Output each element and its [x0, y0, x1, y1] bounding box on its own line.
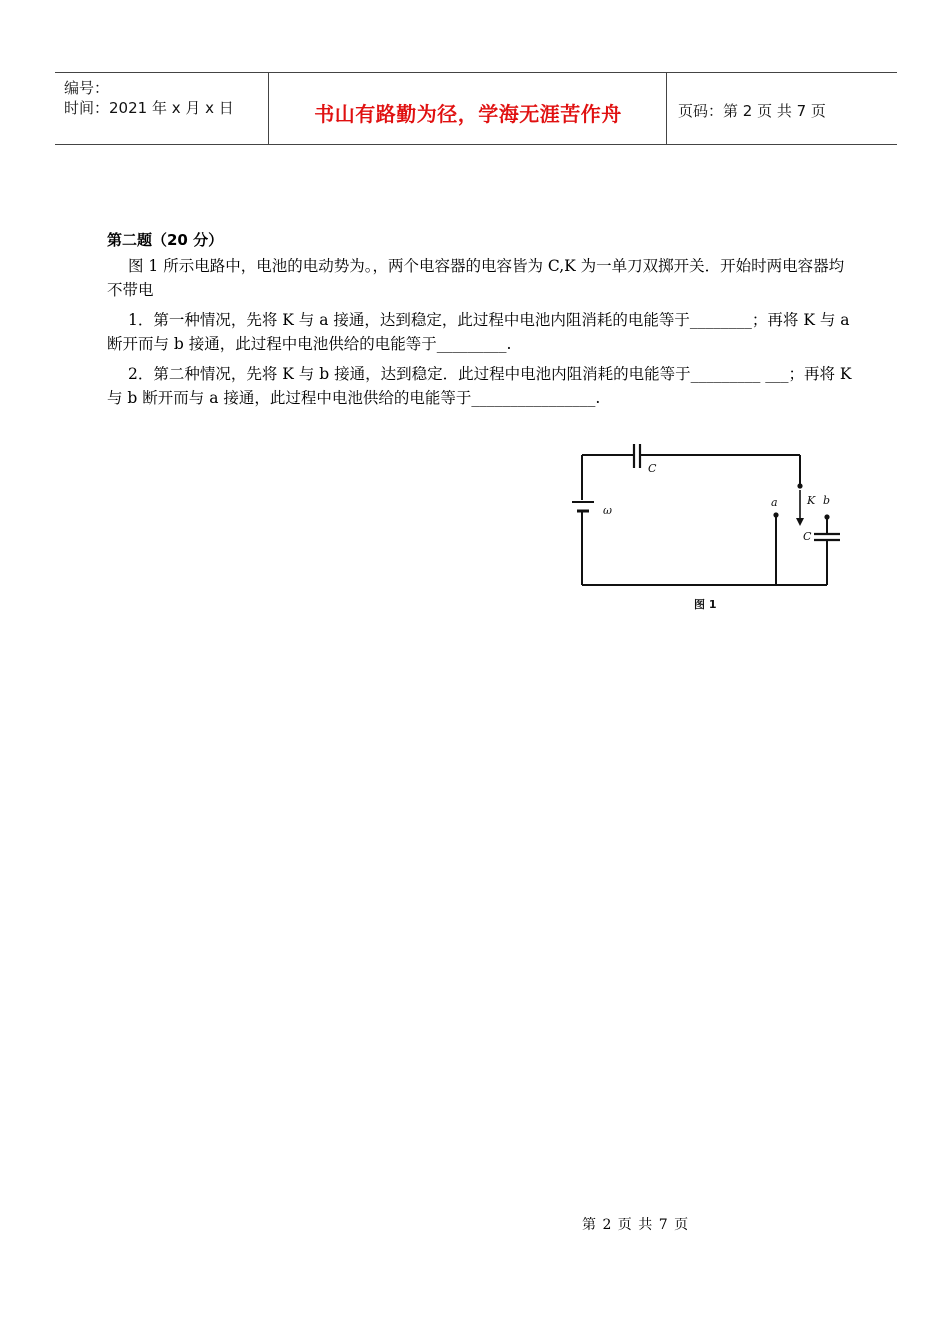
switch-pivot-dot [797, 483, 802, 488]
header-divider-2 [666, 72, 667, 145]
label-c-right: C [803, 530, 812, 543]
contact-a-dot [773, 512, 778, 517]
label-a: a [771, 496, 778, 509]
time-label: 时间：2021 年 x 月 x 日 [64, 99, 234, 117]
question-item-1: 1．第一种情况，先将 K 与 a 接通，达到稳定，此过程中电池内阻消耗的电能等于________；再将 K 与 a 断开而与 b 接通，此过程中电池供给的电能等于_________. [107, 311, 850, 353]
label-c-top: C [648, 462, 657, 475]
label-k: K [807, 494, 816, 507]
header-divider-1 [268, 72, 269, 145]
figure-caption: 图 1 [694, 598, 717, 611]
header-bottom-rule [55, 144, 897, 145]
header-top-rule [55, 72, 897, 73]
contact-b-dot [824, 514, 829, 519]
circuit-diagram [560, 440, 850, 620]
switch-arrowhead [796, 518, 804, 526]
serial-label: 编号： [64, 79, 110, 97]
header-meta [64, 78, 234, 118]
label-b: b [823, 494, 831, 507]
header-page-info: 页码：第 2 页 共 7 页 [678, 102, 826, 120]
header-motto: 书山有路勤为径，学海无涯苦作舟 [314, 102, 622, 126]
circuit-figure [560, 440, 850, 620]
question-intro: 图 1 所示电路中，电池的电动势为。，两个电容器的电容皆为 C,K 为一单刀双掷开关．开始时两电容器均不带电 [107, 257, 845, 299]
question-title: 第二题（20 分） [107, 231, 224, 249]
question-item-2: 2．第二种情况，先将 K 与 b 接通，达到稳定．此过程中电池内阻消耗的电能等于_________ ___；再将 K 与 b 断开而与 a 接通，此过程中电池供给的电能等于________________. [107, 365, 852, 407]
page-footer: 第 2 页 共 7 页 [582, 1217, 690, 1233]
label-emf: ω [603, 504, 612, 517]
